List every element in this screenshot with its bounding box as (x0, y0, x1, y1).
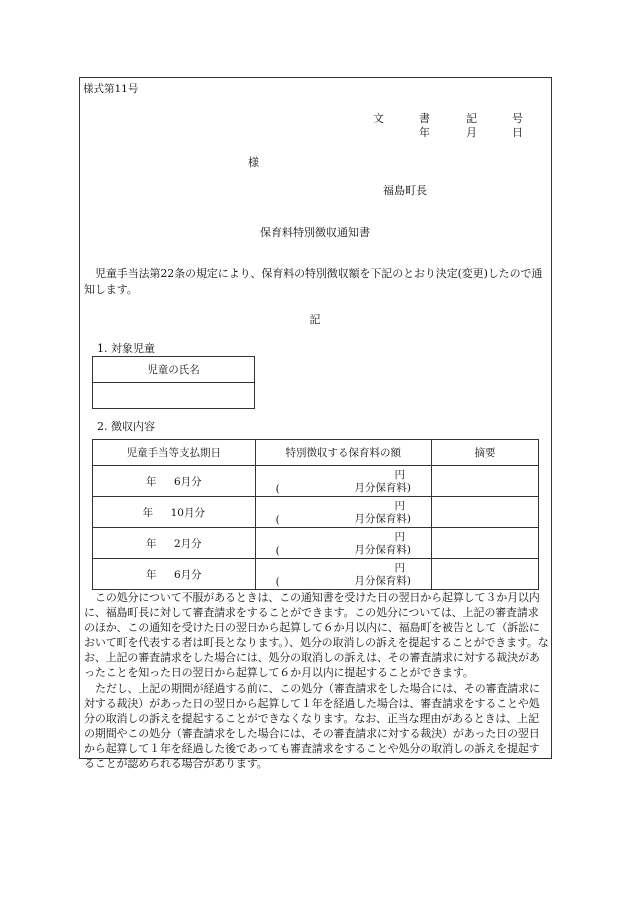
period-year: 年 (145, 568, 157, 581)
table-row (93, 466, 539, 497)
note-cell (431, 466, 538, 497)
notice-paragraph: ただし、上記の期間が経過する前に、この処分（審査請求をした場合には、その審査請求に対する裁決）があった日の翌日から起算して１年を経過した場合は、審査請求をすることや処分の取消しの訴えを提起することができなくなります。なお、正当な理由があるときは、上記の期間やこの処分（審査請求をした場合には、その審査請求に対する裁決）があった日の翌日から起算して１年を経過した後であっても審査請求をすることや処分の取消しの訴えを提起することが認められる場合があります。 (84, 681, 540, 771)
amount-cell (255, 466, 431, 497)
fee-month-label: 月分保育料) (354, 513, 411, 525)
fee-month-label: 月分保育料) (354, 575, 411, 587)
yen-unit: 円 (394, 469, 405, 481)
period-year: 年 (142, 506, 154, 519)
note-cell (431, 528, 538, 559)
open-paren: ( (275, 545, 280, 557)
amount-cell (255, 559, 431, 590)
period-month: 2月分 (173, 537, 202, 550)
ki-heading: 記 (309, 313, 321, 326)
table-row (93, 497, 539, 528)
payment-period (93, 528, 256, 559)
child-name-label: 児童の氏名 (93, 357, 255, 383)
child-name-value (93, 383, 255, 409)
date-year-label: 年 (419, 126, 430, 139)
period-year: 年 (145, 537, 157, 550)
amount-cell (255, 528, 431, 559)
appeal-notice (84, 590, 549, 771)
table-row (93, 559, 539, 590)
addressee-suffix: 様 (248, 156, 259, 169)
doc-number-label-2: 書 (419, 112, 430, 125)
open-paren: ( (275, 514, 280, 526)
document-title: 保育料特別徴収通知書 (260, 226, 370, 239)
yen-unit: 円 (394, 562, 405, 574)
intro-text: 児童手当法第22条の規定により、保育料の特別徴収額を下記のとおり決定(変更)したので通知します。 (84, 267, 543, 296)
note-cell (431, 497, 538, 528)
collection-table (92, 439, 539, 590)
date-day-label: 日 (512, 126, 523, 139)
note-cell (431, 559, 538, 590)
form-number: 様式第11号 (83, 83, 139, 95)
yen-unit: 円 (394, 531, 405, 543)
child-table (92, 356, 255, 409)
amount-cell (255, 497, 431, 528)
period-year: 年 (145, 475, 157, 488)
doc-number-label-3: 記 (466, 112, 477, 125)
payment-period (93, 466, 256, 497)
table-row (93, 528, 539, 559)
yen-unit: 円 (394, 500, 405, 512)
column-header: 児童手当等支払期日 (93, 440, 256, 466)
table-header-row (93, 440, 539, 466)
period-month: 10月分 (170, 506, 205, 519)
payment-period (93, 559, 256, 590)
issuer: 福島町長 (383, 184, 427, 197)
open-paren: ( (275, 576, 280, 588)
fee-month-label: 月分保育料) (354, 544, 411, 556)
section1-heading: 1. 対象児童 (97, 342, 155, 355)
column-header: 特別徴収する保育料の額 (255, 440, 431, 466)
period-month: 6月分 (173, 568, 202, 581)
column-header: 摘要 (431, 440, 538, 466)
doc-number-label-1: 文 (373, 112, 384, 125)
doc-number-label-4: 号 (512, 112, 523, 125)
payment-period (93, 497, 256, 528)
date-month-label: 月 (466, 126, 477, 139)
section2-heading: 2. 徴収内容 (97, 420, 155, 433)
open-paren: ( (275, 483, 280, 495)
fee-month-label: 月分保育料) (354, 482, 411, 494)
notice-paragraph: この処分について不服があるときは、この通知書を受けた日の翌日から起算して３か月以内に、福島町長に対して審査請求をすることができます。この処分については、上記の審査請求のほか、この通知を受けた日の翌日から起算して６か月以内に、福島町を被告として（訴訟において町を代表する者は町長となります。）、処分の取消しの訴えを提起することができます。なお、上記の審査請求をした場合には、処分の取消しの訴えは、その審査請求に対する裁決があったことを知った日の翌日から起算して６か月以内に提起することができます。 (84, 591, 549, 680)
period-month: 6月分 (173, 475, 202, 488)
